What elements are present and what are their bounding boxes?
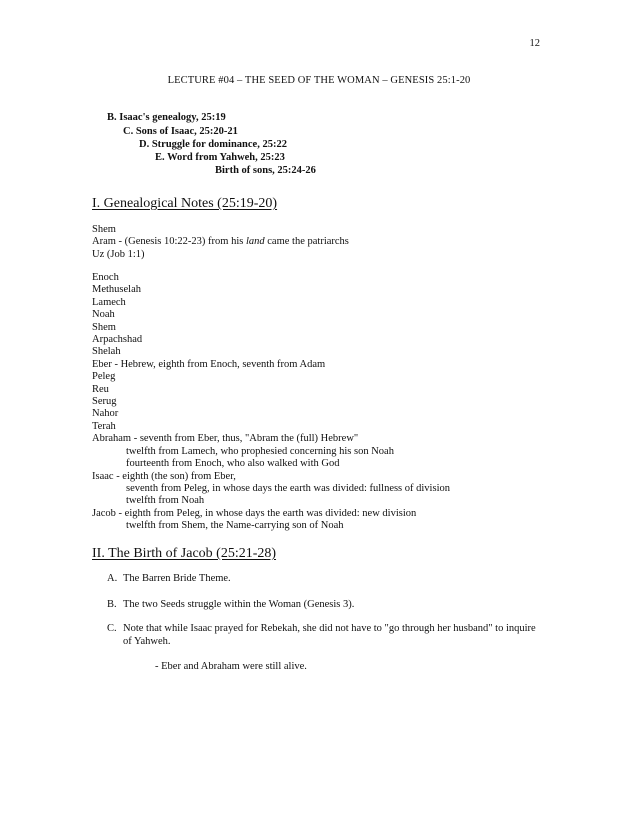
item-label: C. [107,623,117,634]
section-heading-genealogical-notes: I. Genealogical Notes (25:19-20) [92,196,278,211]
genealogy-line: Uz (Job 1:1) [92,248,145,260]
genealogy-line: Reu [92,383,109,395]
genealogy-line: Enoch [92,272,119,283]
genealogy-line: Arpachshad [92,334,143,346]
genealogy-line: twelfth from Shem, the Name-carrying son of Noah [126,520,344,532]
text-run: came the patriarchs [264,236,349,248]
genealogy-line: Peleg [92,371,116,383]
page-number: 12 [529,38,540,49]
section-heading-birth-of-jacob: II. The Birth of Jacob (25:21-28) [92,546,277,561]
genealogy-line: seventh from Peleg, in whose days the earth was divided: fullness of division [126,482,450,494]
genealogy-line: Shelah [92,346,121,358]
genealogy-line: Terah [92,420,116,432]
item-text: The two Seeds struggle within the Woman (Genesis 3). [123,599,355,610]
list-item-c-continuation: of Yahweh. [123,636,171,647]
genealogy-intro [92,224,349,261]
note-eber-abraham: - Eber and Abraham were still alive. [155,661,307,672]
genealogy-line: fourteenth from Enoch, who also walked with God [126,458,340,470]
genealogy-line-aram [92,236,349,248]
list-item-b [107,599,354,610]
outline-item-e: E. Word from Yahweh, 25:23 [155,152,285,163]
genealogy-line: Noah [92,309,115,321]
genealogy-line: Nahor [92,408,119,420]
genealogy-line: twelfth from Lamech, who prophesied concerning his son Noah [126,445,394,457]
genealogy-line: Serug [92,396,117,408]
genealogy-line: Shem [92,321,116,333]
item-label: B. [107,599,117,610]
outline-item-c: C. Sons of Isaac, 25:20-21 [123,126,238,137]
outline-item-birth: Birth of sons, 25:24-26 [215,165,316,176]
list-item-a [107,573,231,584]
genealogy-line: Lamech [92,296,126,308]
genealogy-list [92,272,450,533]
genealogy-line: twelfth from Noah [126,495,205,507]
item-text: The Barren Bride Theme. [123,573,231,584]
genealogy-line: Jacob - eighth from Peleg, in whose days the earth was divided: new division [92,507,417,519]
lecture-title: LECTURE #04 – THE SEED OF THE WOMAN – GENESIS 25:1-20 [167,75,471,86]
outline-item-d: D. Struggle for dominance, 25:22 [139,139,287,150]
genealogy-line: Abraham - seventh from Eber, thus, "Abram the (full) Hebrew" [92,433,359,445]
genealogy-line: Eber - Hebrew, eighth from Enoch, seventh from Adam [92,358,326,370]
outline-item-b: B. Isaac's genealogy, 25:19 [107,112,226,123]
emphasis-land: land [245,236,265,248]
item-label: A. [107,573,118,584]
genealogy-line: Shem [92,224,116,235]
list-item-c [107,623,536,634]
text-run: Aram - (Genesis 10:22-23) from his [92,236,246,248]
item-text: Note that while Isaac prayed for Rebekah, she did not have to "go through her husband" to inquire [123,623,536,634]
genealogy-line: Methuselah [92,284,141,296]
genealogy-line: Isaac - eighth (the son) from Eber, [92,470,236,482]
